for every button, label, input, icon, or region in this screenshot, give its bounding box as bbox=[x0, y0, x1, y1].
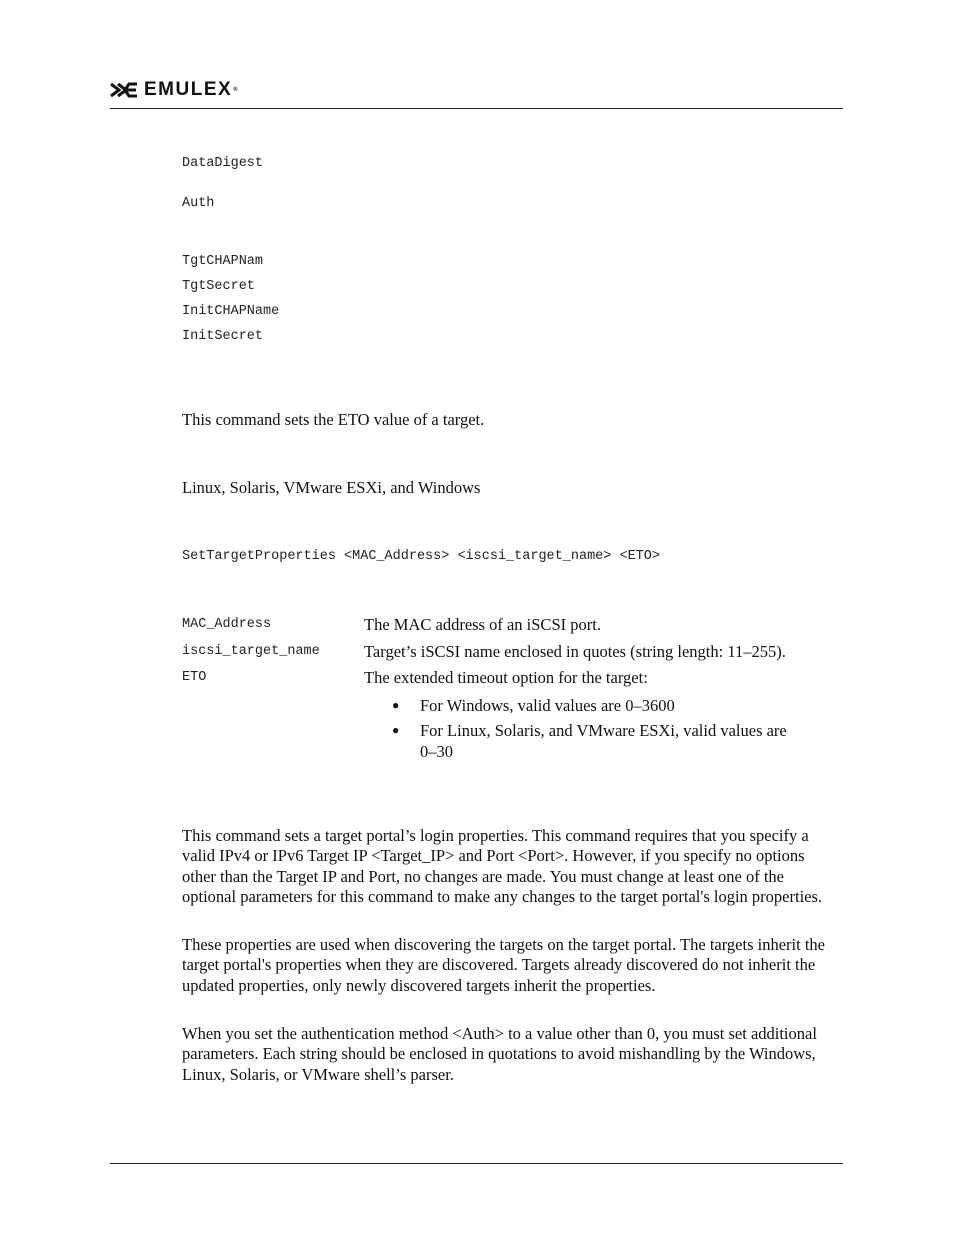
bullet-item: For Windows, valid values are 0–3600 bbox=[420, 696, 675, 715]
bullet-item-continued: 0–30 bbox=[420, 742, 453, 761]
param-name: TgtSecret bbox=[182, 279, 255, 294]
emulex-logo bbox=[110, 80, 239, 100]
header-rule bbox=[110, 108, 843, 109]
param-name: InitSecret bbox=[182, 329, 264, 344]
bullet-icon: ● bbox=[392, 698, 400, 712]
brand-name: EMULEX® bbox=[144, 79, 240, 100]
param-name: ETO bbox=[182, 670, 207, 685]
bullet-icon: ● bbox=[392, 723, 400, 737]
portal-paragraph: This command sets a target portal’s login properties. This command requires that you specify a valid IPv4 or IPv6 Target IP <Target_IP> and Port <Port>. However, if you specify no options other than the Target IP and Port, no changes are made. You must change at least one of the optional parameters for this command to make any changes to the target portal's login properties. bbox=[182, 826, 823, 906]
portal-paragraph: When you set the authentication method <Auth> to a value other than 0, you must set additional parameters. Each string should be enclosed in quotations to avoid mishandling by the Windows, Linux, Solaris, or VMware shell’s parser. bbox=[182, 1024, 817, 1084]
param-name: DataDigest bbox=[182, 156, 264, 171]
portal-paragraph: These properties are used when discovering the targets on the target portal. The targets inherit the target portal's properties when they are discovered. Targets already discovered do not inherit the updated properties, only newly discovered targets inherit the properties. bbox=[182, 935, 825, 995]
param-description: The MAC address of an iSCSI port. bbox=[364, 615, 601, 634]
param-name: iscsi_target_name bbox=[182, 644, 320, 659]
command-syntax: SetTargetProperties <MAC_Address> <iscsi_target_name> <ETO> bbox=[182, 549, 660, 564]
command-description: This command sets the ETO value of a target. bbox=[182, 410, 485, 429]
param-name: TgtCHAPNam bbox=[182, 254, 264, 269]
bullet-item: For Linux, Solaris, and VMware ESXi, valid values are bbox=[420, 721, 787, 740]
param-description: The extended timeout option for the target: bbox=[364, 668, 648, 687]
param-description: Target’s iSCSI name enclosed in quotes (string length: 11–255). bbox=[364, 642, 786, 661]
param-name: InitCHAPName bbox=[182, 304, 280, 319]
footer-rule bbox=[110, 1163, 843, 1164]
param-name: Auth bbox=[182, 196, 215, 211]
emulex-mark-icon bbox=[110, 82, 140, 98]
param-name: MAC_Address bbox=[182, 617, 272, 632]
supported-platforms: Linux, Solaris, VMware ESXi, and Windows bbox=[182, 478, 481, 497]
